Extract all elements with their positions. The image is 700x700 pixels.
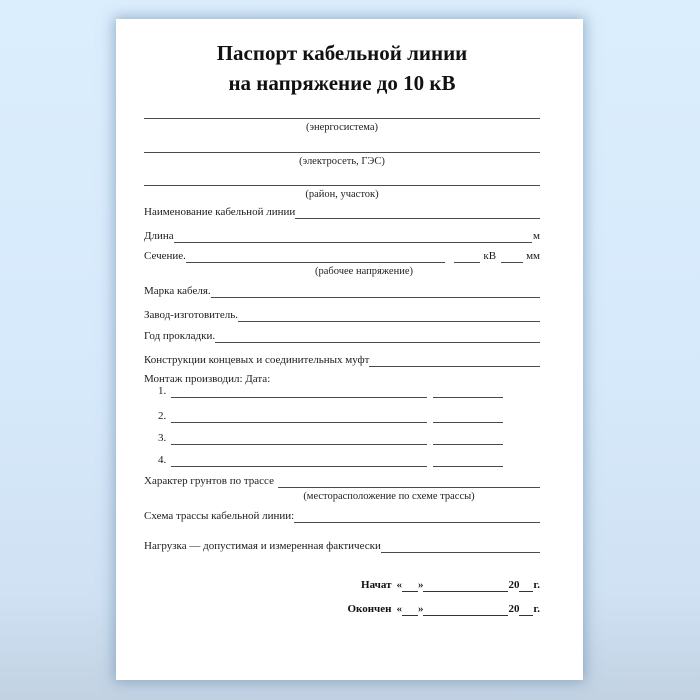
installation-item-4 [158, 452, 503, 467]
fill-blank-installer-1 [171, 383, 427, 398]
fill-blank-manufacturer [238, 307, 540, 322]
installation-item-1 [158, 383, 503, 398]
document-page [116, 19, 583, 680]
form-title-line2: на напряжение до 10 кВ [228, 71, 456, 95]
header-blank-line-1 [144, 118, 540, 119]
field-label-soil: Характер грунтов по трассе [144, 475, 274, 487]
finished-century: 20 [508, 603, 520, 615]
fill-blank-load [381, 538, 540, 553]
form-title [144, 38, 540, 98]
field-row-manufacturer [144, 307, 540, 322]
unit-label-mm: мм [526, 250, 540, 262]
fill-blank-installer-4 [171, 452, 427, 467]
finished-year-suffix: г. [533, 603, 540, 615]
fill-blank-finished-day [402, 602, 418, 616]
finished-row [341, 601, 540, 616]
started-century: 20 [508, 579, 520, 591]
section-caption: (рабочее напряжение) [315, 266, 413, 277]
field-row-section [144, 248, 540, 263]
header-blank-line-2 [144, 152, 540, 153]
item-number-4: 4. [158, 454, 167, 466]
fill-blank-mm [501, 248, 523, 263]
fill-blank-cable-brand [211, 283, 540, 298]
open-quote-started: « [396, 579, 402, 591]
field-row-soil [144, 473, 540, 488]
fill-blank-finished-year [519, 602, 533, 616]
close-quote-started: » [417, 579, 424, 591]
form-title-line1: Паспорт кабельной линии [216, 41, 468, 65]
fill-blank-started-day [402, 578, 418, 592]
item-number-1: 1. [158, 385, 167, 397]
installation-item-3 [158, 430, 503, 445]
field-row-load [144, 538, 540, 553]
page-content [144, 19, 540, 680]
unit-label-m: м [533, 230, 540, 242]
field-row-cable-brand [144, 283, 540, 298]
fill-blank-date-2 [433, 408, 503, 423]
close-quote-finished: » [417, 603, 424, 615]
field-row-laying-year [144, 328, 540, 343]
fill-blank-laying-year [215, 328, 540, 343]
open-quote-finished: « [396, 603, 402, 615]
field-label-load: Нагрузка — допустимая и измеренная фактически [144, 540, 381, 552]
fill-blank-kv [454, 248, 480, 263]
fill-blank-started-year [519, 578, 533, 592]
started-row [341, 577, 540, 592]
field-label-laying-year: Год прокладки. [144, 330, 216, 342]
field-label-installation: Монтаж производил: Дата: [144, 373, 271, 385]
field-label-section: Сечение. [144, 250, 186, 262]
field-label-cable-brand: Марка кабеля. [144, 285, 211, 297]
header-caption-network: (электросеть, ГЭС) [299, 156, 385, 167]
item-number-2: 2. [158, 410, 167, 422]
fill-blank-line-name [295, 204, 540, 219]
field-label-couplings: Конструкции концевых и соединительных муфт [144, 354, 370, 366]
fill-blank-date-1 [433, 383, 503, 398]
started-label: Начат [361, 579, 392, 591]
fill-blank-finished-month [423, 602, 508, 616]
header-caption-district: (район, участок) [305, 189, 379, 200]
field-row-line-name [144, 204, 540, 219]
header-caption-energosystem: (энергосистема) [305, 122, 378, 133]
field-label-manufacturer: Завод-изготовитель. [144, 309, 238, 321]
fill-blank-installer-3 [171, 430, 427, 445]
fill-blank-installer-2 [171, 408, 427, 423]
installation-item-2 [158, 408, 503, 423]
unit-label-kv: кВ [483, 250, 497, 262]
fill-blank-voltage [186, 248, 445, 263]
field-row-length [144, 228, 540, 243]
field-row-couplings [144, 352, 540, 367]
fill-blank-date-4 [433, 452, 503, 467]
item-number-3: 3. [158, 432, 167, 444]
finished-label: Окончен [347, 603, 392, 615]
started-year-suffix: г. [533, 579, 540, 591]
field-row-route [144, 508, 540, 523]
field-label-route: Схема трассы кабельной линии: [144, 510, 295, 522]
fill-blank-started-month [423, 578, 508, 592]
field-label-length: Длина [144, 230, 174, 242]
field-label-line-name: Наименование кабельной линии [144, 206, 296, 218]
header-blank-line-3 [144, 185, 540, 186]
fill-blank-length [174, 228, 532, 243]
fill-blank-couplings [369, 352, 540, 367]
fill-blank-soil [278, 473, 540, 488]
fill-blank-date-3 [433, 430, 503, 445]
soil-caption: (месторасположение по схеме трассы) [303, 491, 475, 502]
fill-blank-route [294, 508, 540, 523]
